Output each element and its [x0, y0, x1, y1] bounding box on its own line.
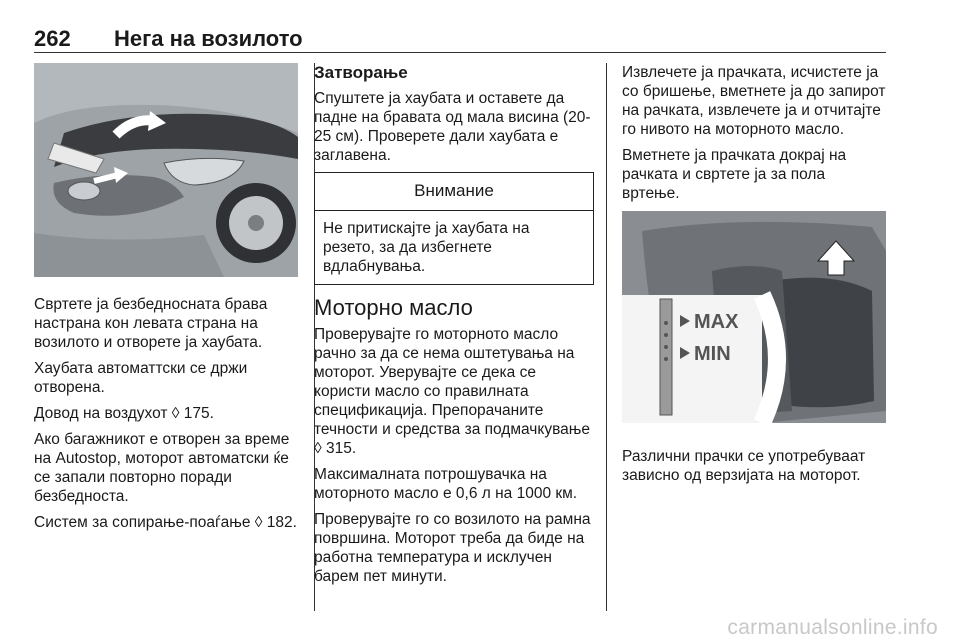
paragraph: Свртете ја безбедносната брава настрана кон левата страна на возилото и отворете ја хаубата.: [34, 296, 268, 351]
notice-body: Не притискајте ја хаубата на резето, за да избегнете вдлабнувања.: [323, 220, 530, 275]
dipstick-max-label: MAX: [694, 311, 739, 333]
notice-box: [314, 172, 594, 285]
watermark: carmanualsonline.info: [727, 616, 938, 639]
column-2: [314, 63, 594, 593]
paragraph: Хаубата автоматтски се држи отворена.: [34, 360, 248, 396]
section-heading: Моторно масло: [314, 295, 473, 320]
paragraph: Вметнете ја прачката докрај на рачката и свртете ја за пола вртење.: [622, 147, 847, 202]
column-divider-2: [606, 63, 607, 611]
paragraph: Довод на воздухот ◊ 175.: [34, 405, 214, 422]
notice-title: Внимание: [315, 173, 593, 211]
dipstick-min-label: MIN: [694, 343, 731, 365]
dipstick-illustration: [622, 211, 886, 423]
column-3: [622, 63, 886, 492]
closing-text: Спуштете ја хаубата и оставете да падне на бравата од мала висина (20-25 см). Проверете дали хаубата е заглавена.: [314, 90, 591, 164]
car-front-image: [34, 63, 298, 277]
paragraph: Проверувајте го моторното масло рачно за да се нема оштетувања на моторот. Уверувајте се дека се користи масло со правилната спецификација. Препорачаните течности и средства за подмачкување ◊ 315.: [314, 326, 590, 457]
paragraph: Извлечете ја прачката, исчистете ја со бришење, вметнете ја до запирот на рачката, извлечете ја и отчитајте го нивото на моторното масло.: [622, 64, 886, 138]
page-number: 262: [34, 26, 71, 51]
closing-heading: Затворање: [314, 63, 408, 82]
header-rule: [34, 52, 886, 53]
paragraph: Ако багажникот е отворен за време на Autostop, моторот автоматски ќе се запали повторно поради безбедноста.: [34, 431, 290, 505]
paragraph: Максималната потрошувачка на моторното масло е 0,6 л на 1000 км.: [314, 466, 578, 502]
column-1: [34, 63, 298, 539]
hood-release-illustration: [34, 63, 298, 277]
engine-bay-image: [622, 211, 886, 423]
paragraph: Систем за сопирање-поаѓање ◊ 182.: [34, 514, 297, 531]
page-header: [34, 26, 886, 52]
paragraph: Проверувајте го со возилото на рамна површина. Моторот треба да биде на работна температура и исклучен барем пет минути.: [314, 511, 591, 585]
paragraph: Различни прачки се употребуваат зависно од верзијата на моторот.: [622, 448, 866, 484]
chapter-title: Нега на возилото: [114, 26, 303, 51]
